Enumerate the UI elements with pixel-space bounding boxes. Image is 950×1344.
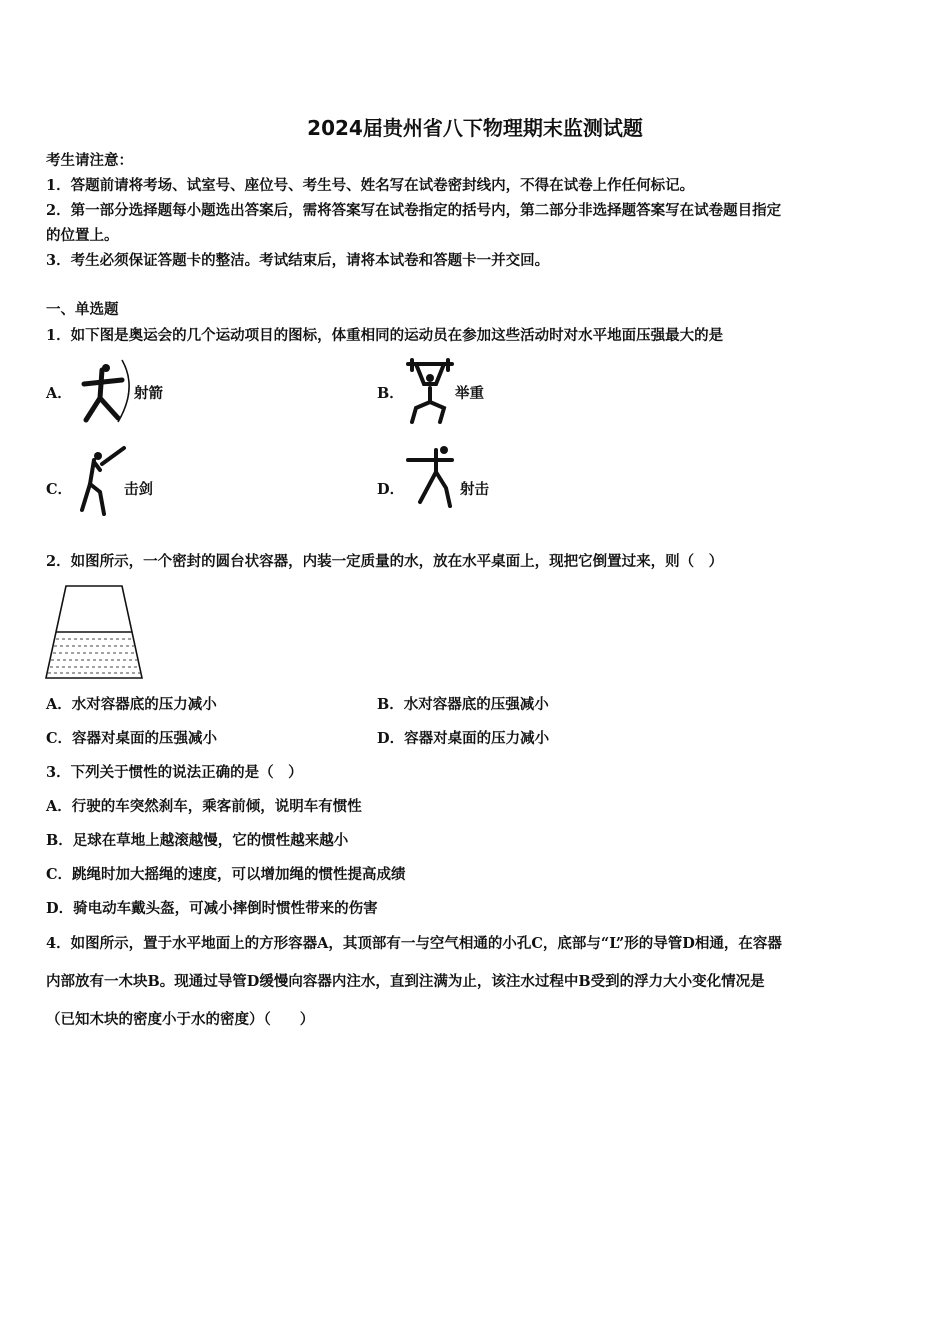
q1-option-c-letter: C． — [46, 481, 73, 498]
q1-stem: 1．如下图是奥运会的几个运动项目的图标，体重相同的运动员在参加这些活动时对水平地面压强最大的是 — [46, 327, 724, 344]
q1-option-d-letter: D． — [377, 481, 405, 498]
shooting-icon — [406, 442, 462, 512]
q1-option-d-label: 射击 — [460, 481, 489, 498]
q3-option-d: D．骑电动车戴头盔，可减小摔倒时惯性带来的伤害 — [46, 900, 378, 917]
q2-option-d: D．容器对桌面的压力减小 — [377, 730, 550, 747]
q1-option-a-label: 射箭 — [134, 385, 163, 402]
q2-option-a: A．水对容器底的压力减小 — [46, 696, 217, 713]
q4-stem-line: （已知木块的密度小于水的密度）（ ） — [46, 1011, 315, 1028]
q2-stem: 2．如图所示，一个密封的圆台状容器，内装一定质量的水，放在水平桌面上，现把它倒置过来，则（ ） — [46, 553, 724, 570]
q3-option-a: A．行驶的车突然刹车，乘客前倾，说明车有惯性 — [46, 798, 362, 815]
q4-stem-line: 内部放有一木块B。现通过导管D缓慢向容器内注水，直到注满为止，该注水过程中B受到的浮力大小变化情况是 — [46, 973, 765, 990]
q3-stem: 3．下列关于惯性的说法正确的是（ ） — [46, 764, 303, 781]
notice-heading: 考生请注意： — [46, 152, 133, 169]
notice-item: 3．考生必须保证答题卡的整洁。考试结束后，请将本试卷和答题卡一并交回。 — [46, 252, 550, 269]
fencing-icon — [76, 444, 128, 518]
notice-item: 2．第一部分选择题每小题选出答案后，需将答案写在试卷指定的括号内，第二部分非选择题答案写在试卷题目指定 — [46, 202, 782, 219]
q1-option-a-letter: A． — [46, 385, 72, 402]
section-heading: 一、单选题 — [46, 301, 119, 318]
page-title: 2024届贵州省八下物理期末监测试题 — [307, 116, 643, 140]
q2-option-b: B．水对容器底的压强减小 — [377, 696, 549, 713]
notice-item: 1．答题前请将考场、试室号、座位号、考生号、姓名写在试卷密封线内，不得在试卷上作任何标记。 — [46, 177, 695, 194]
notice-item: 的位置上。 — [46, 227, 119, 244]
q1-option-c-label: 击剑 — [124, 481, 153, 498]
archery-icon — [78, 358, 138, 428]
q3-option-c: C．跳绳时加大摇绳的速度，可以增加绳的惯性提高成绩 — [46, 866, 406, 883]
q4-stem-line: 4．如图所示，置于水平地面上的方形容器A，其顶部有一与空气相通的小孔C，底部与“L”形的导管D相通，在容器 — [46, 935, 782, 952]
q3-option-b: B．足球在草地上越滚越慢，它的惯性越来越小 — [46, 832, 349, 849]
q2-option-c: C．容器对桌面的压强减小 — [46, 730, 218, 747]
q1-option-b-letter: B． — [377, 385, 404, 402]
q1-option-b-label: 举重 — [455, 385, 484, 402]
frustum-container-figure — [44, 584, 146, 684]
weightlifting-icon — [404, 358, 456, 426]
